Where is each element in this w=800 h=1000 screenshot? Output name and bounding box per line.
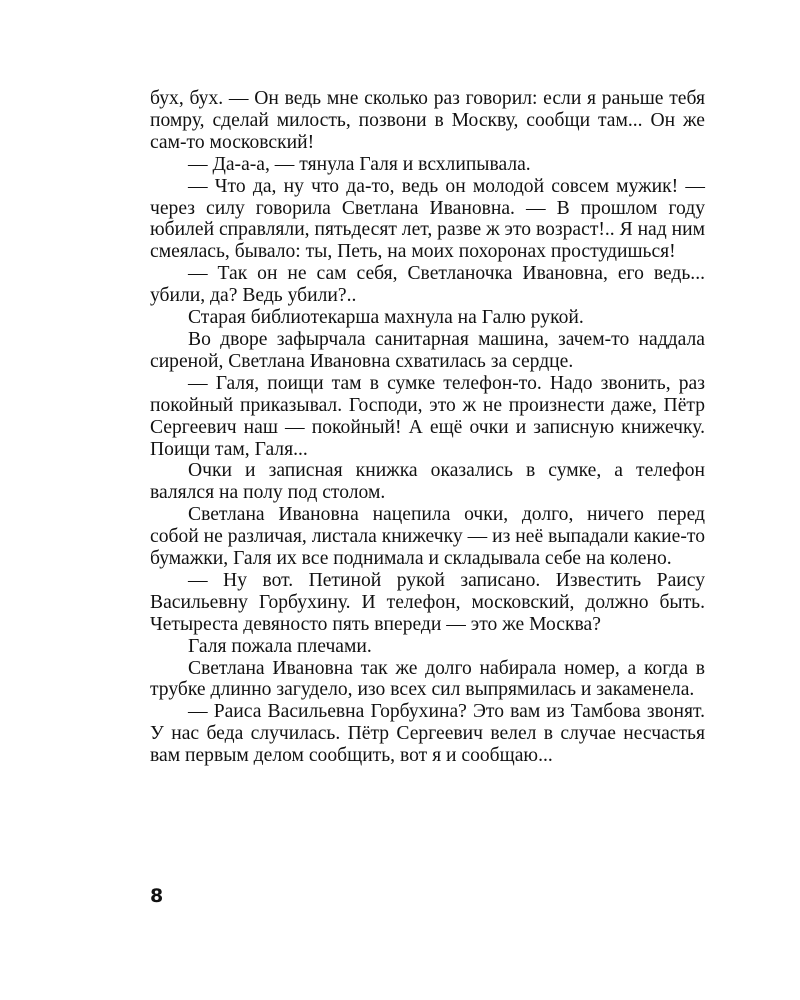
paragraph: Галя пожала плечами. bbox=[188, 635, 372, 657]
body-text bbox=[150, 88, 705, 767]
paragraph: бух, бух. — Он ведь мне сколько раз говорил: если я раньше тебя помру, сделай милость, позвони в Москву, сообщи там... Он же сам-то московский! bbox=[150, 88, 705, 153]
paragraph: — Да-а-а, — тянула Галя и всхлипывала. bbox=[188, 153, 531, 175]
page-number: 8 bbox=[150, 885, 164, 907]
paragraph: Светлана Ивановна нацепила очки, долго, ничего перед собой не различая, листала книжечку — из неё выпадали какие-то бумажки, Галя их все поднимала и складывала себе на колено. bbox=[150, 504, 705, 570]
paragraph: — Галя, поищи там в сумке телефон-то. Надо звонить, раз покойный приказывал. Господи, это ж не произнести даже, Пётр Сергеевич наш — покойный! А ещё очки и записную книжечку. Поищи там, Галя... bbox=[150, 372, 705, 460]
paragraph: — Так он не сам себя, Светланочка Ивановна, его ведь... убили, да? Ведь убили?.. bbox=[150, 263, 705, 307]
paragraph: — Раиса Васильевна Горбухина? Это вам из Тамбова звонят. У нас беда случилась. Пётр Сергеевич велел в случае несчастья вам первым делом сообщить, вот я и сообщаю... bbox=[150, 701, 705, 767]
paragraph: — Ну вот. Петиной рукой записано. Известить Раису Васильевну Горбухину. И телефон, московский, должно быть. Четыреста девяносто пять впереди — это же Москва? bbox=[150, 569, 705, 635]
paragraph: Во дворе зафырчала санитарная машина, зачем-то наддала сиреной, Светлана Ивановна схватилась за сердце. bbox=[150, 328, 705, 372]
paragraph: Старая библиотекарша махнула на Галю рукой. bbox=[188, 307, 584, 329]
paragraph: Очки и записная книжка оказались в сумке, а телефон валялся на полу под столом. bbox=[150, 460, 705, 504]
paragraph: Светлана Ивановна так же долго набирала номер, а когда в трубке длинно загудело, изо всех сил выпрямилась и закаменела. bbox=[150, 657, 705, 701]
paragraph: — Что да, ну что да-то, ведь он молодой совсем мужик! — через силу говорила Светлана Ивановна. — В прошлом году юбилей справляли, пятьдесят лет, разве ж это возраст!.. Я над ним смеялась, бывало: ты, Петь, на моих похоронах простудишься! bbox=[150, 175, 705, 263]
